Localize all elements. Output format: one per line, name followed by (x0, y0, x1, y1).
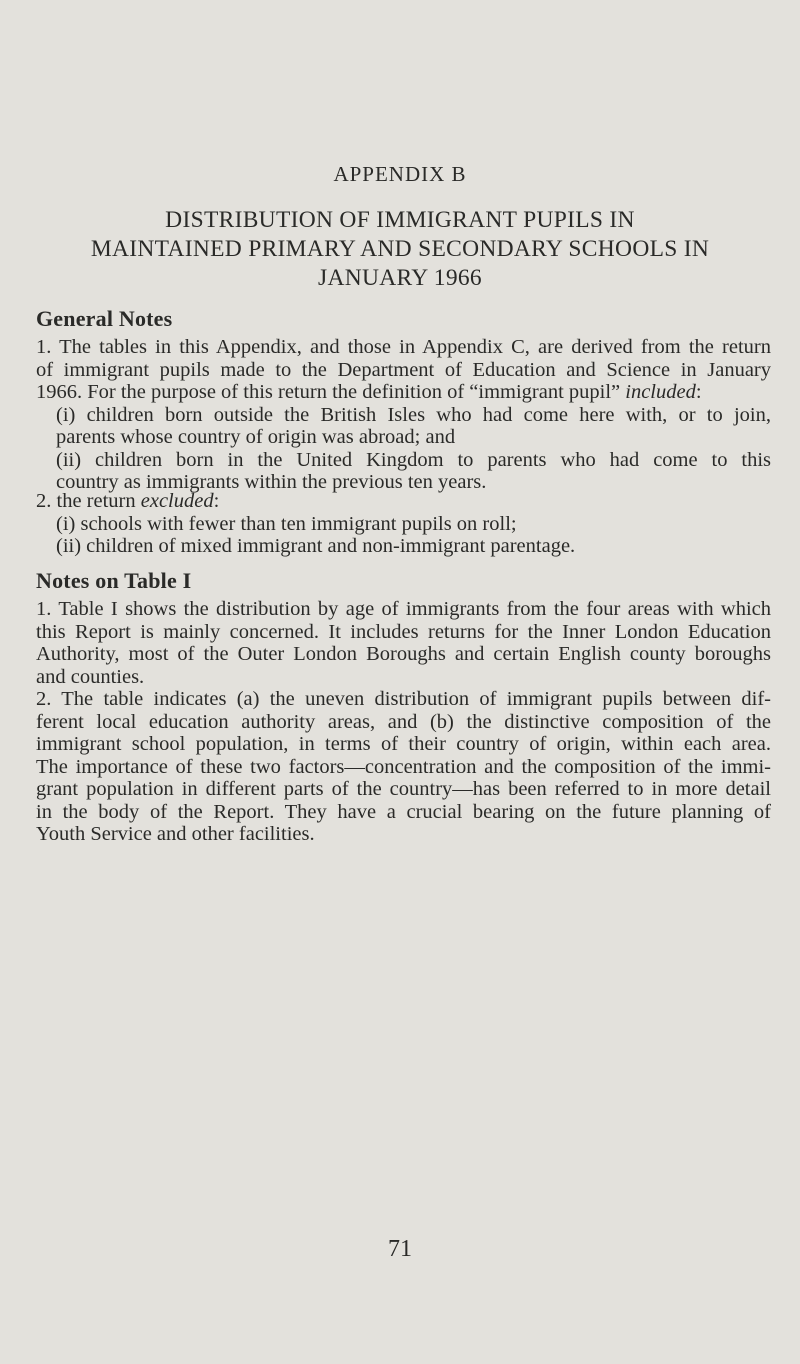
general-note-2 (36, 490, 771, 558)
text-line: (ii) children of mixed immigrant and non-immigrant parentage. (56, 535, 576, 557)
text-line: of immigrant pupils made to the Department of Education and Science in January (36, 358, 771, 381)
text-run: 1966. For the purpose of this return the definition of “immigrant pupil” (36, 381, 626, 403)
text-run: 2. the return (36, 490, 141, 512)
text-line: ferent local education authority areas, and (b) the distinctive composition of the (36, 710, 771, 733)
emphasis-included: included (625, 381, 696, 403)
table-note-2 (36, 688, 771, 846)
text-line: 1. The tables in this Appendix, and those in Appendix C, are derived from the return (36, 336, 771, 358)
text-line: and counties. (36, 665, 145, 688)
text-line: Youth Service and other facilities. (36, 823, 315, 845)
page-title (40, 206, 760, 293)
appendix-label: APPENDIX B (333, 162, 467, 186)
title-line: DISTRIBUTION OF IMMIGRANT PUPILS IN (165, 207, 635, 233)
text-line (36, 381, 771, 404)
text-line: in the body of the Report. They have a crucial bearing on the future planning of (36, 800, 771, 823)
text-line: parents whose country of origin was abroad; and (56, 426, 456, 448)
table-notes-heading: Notes on Table I (36, 568, 192, 593)
general-note-1 (36, 336, 771, 494)
title-line: MAINTAINED PRIMARY AND SECONDARY SCHOOLS IN (90, 236, 710, 262)
text-line: grant population in different parts of the country—has been referred to in more detail (36, 778, 771, 800)
text-line: 1. Table I shows the distribution by age of immigrants from the four areas with which (36, 598, 771, 620)
text-line (36, 490, 771, 513)
text-line: this Report is mainly concerned. It includes returns for the Inner London Education (36, 620, 771, 643)
text-line: (i) children born outside the British Isles who had come here with, or to join, (56, 403, 771, 426)
title-line: JANUARY 1966 (318, 265, 482, 291)
text-run: : (695, 381, 702, 403)
text-line: immigrant school population, in terms of their country of origin, within each area. (36, 733, 771, 755)
table-note-1 (36, 598, 771, 688)
text-line: (ii) children born in the United Kingdom to parents who had come to this (56, 448, 771, 471)
text-line: country as immigrants within the previous ten years. (56, 471, 487, 493)
text-run: : (213, 490, 220, 512)
text-line: The importance of these two factors—concentration and the composition of the immi- (36, 755, 771, 778)
general-notes-heading: General Notes (36, 306, 173, 331)
emphasis-excluded: excluded (140, 490, 214, 512)
text-line: 2. The table indicates (a) the uneven distribution of immigrant pupils between dif- (36, 688, 771, 710)
text-line: (i) schools with fewer than ten immigrant pupils on roll; (56, 512, 517, 535)
text-line: Authority, most of the Outer London Boroughs and certain English county boroughs (36, 643, 771, 665)
page-number: 71 (388, 1236, 412, 1262)
